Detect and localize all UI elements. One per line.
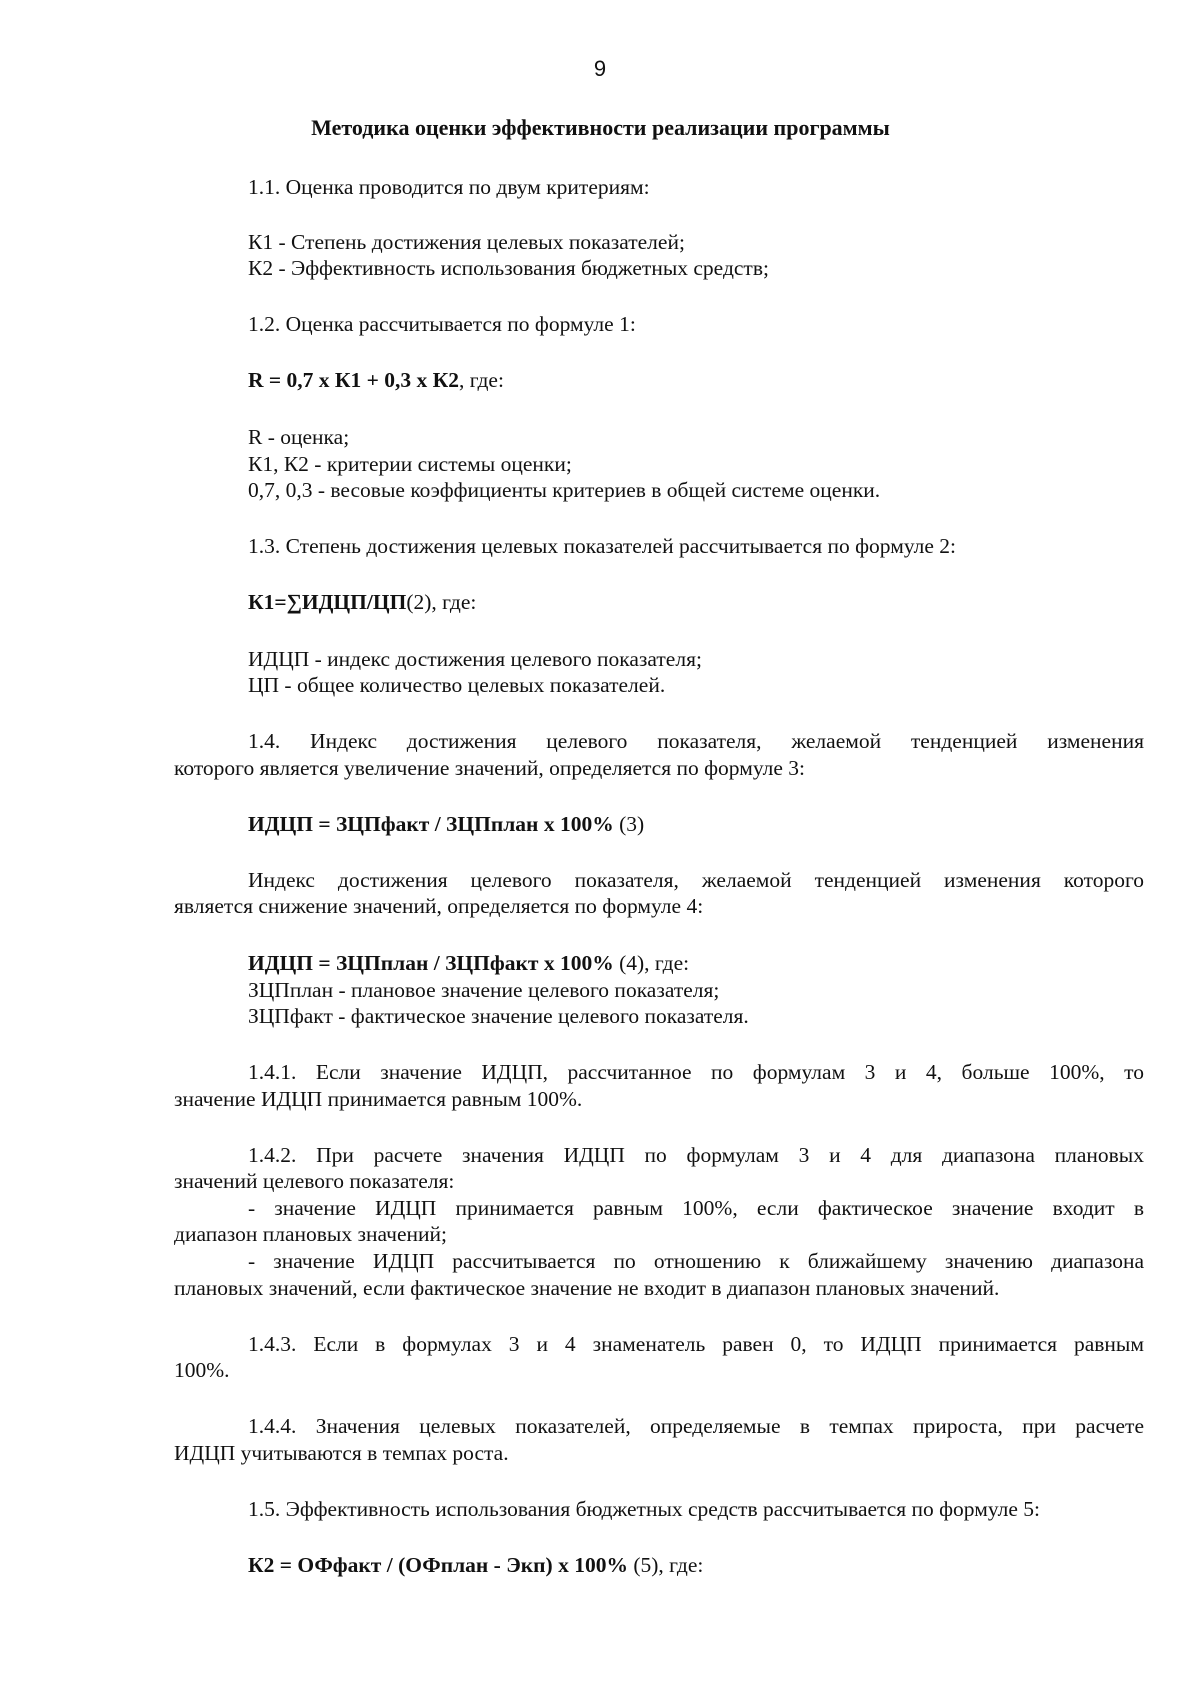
weights-definition: 0,7, 0,3 - весовые коэффициенты критериев в общей системе оценки. <box>248 478 881 502</box>
formula-3-expression: ИДЦП = ЗЦПфакт / ЗЦПплан х 100% <box>248 812 614 836</box>
formula-3 <box>248 811 644 837</box>
bullet-1-line-1: - значение ИДЦП принимается равным 100%, если фактическое значение входит в <box>248 1196 1144 1220</box>
bullet-2-line-2: плановых значений, если фактическое значение не входит в диапазон плановых значений. <box>174 1276 1000 1300</box>
paragraph-decrease-line-1: Индекс достижения целевого показателя, желаемой тенденцией изменения которого <box>248 868 1144 892</box>
criterion-k1-definition: К1 - Степень достижения целевых показателей; <box>248 230 685 254</box>
paragraph-1-4-line-1: 1.4. Индекс достижения целевого показателя, желаемой тенденцией изменения <box>248 729 1144 753</box>
paragraph-decrease-line-2: является снижение значений, определяется по формуле 4: <box>174 894 704 918</box>
paragraph-1-4-line-2: которого является увеличение значений, определяется по формуле 3: <box>174 756 806 780</box>
page-number: 9 <box>593 56 607 81</box>
paragraph-1-4-2-line-2: значений целевого показателя: <box>174 1169 455 1193</box>
formula-3-suffix: (3) <box>613 812 645 836</box>
paragraph-1-4-4-line-1: 1.4.4. Значения целевых показателей, определяемые в темпах прироста, при расчете <box>248 1414 1144 1438</box>
paragraph-1-4-3-line-2: 100%. <box>174 1358 230 1382</box>
paragraph-1-5: 1.5. Эффективность использования бюджетных средств рассчитывается по формуле 5: <box>248 1497 1041 1521</box>
formula-4-expression: ИДЦП = ЗЦПплан / ЗЦПфакт х 100% <box>248 951 614 975</box>
k1-k2-definition: К1, К2 - критерии системы оценки; <box>248 452 572 476</box>
paragraph-1-4-4-line-2: ИДЦП учитываются в темпах роста. <box>174 1441 509 1465</box>
bullet-2-line-1: - значение ИДЦП рассчитывается по отношению к ближайшему значению диапазона <box>248 1249 1144 1273</box>
paragraph-1-4-1-line-2: значение ИДЦП принимается равным 100%. <box>174 1087 583 1111</box>
formula-5-suffix: (5), где: <box>627 1553 704 1577</box>
zcpfakt-definition: ЗЦПфакт - фактическое значение целевого показателя. <box>248 1004 749 1028</box>
zcpplan-definition: ЗЦПплан - плановое значение целевого показателя; <box>248 978 720 1002</box>
paragraph-1-2: 1.2. Оценка рассчитывается по формуле 1: <box>248 312 636 336</box>
paragraph-1-3: 1.3. Степень достижения целевых показателей рассчитывается по формуле 2: <box>248 534 956 558</box>
paragraph-1-4-1-line-1: 1.4.1. Если значение ИДЦП, рассчитанное по формулам 3 и 4, больше 100%, то <box>248 1060 1144 1084</box>
formula-5 <box>248 1552 703 1578</box>
formula-2-suffix: (2), где: <box>406 590 477 614</box>
formula-1 <box>248 367 504 393</box>
paragraph-1-4-3-line-1: 1.4.3. Если в формулах 3 и 4 знаменатель равен 0, то ИДЦП принимается равным <box>248 1332 1144 1356</box>
formula-1-expression: R = 0,7 х К1 + 0,3 х К2 <box>248 368 459 392</box>
formula-2 <box>248 589 476 615</box>
paragraph-1-1: 1.1. Оценка проводится по двум критериям: <box>248 175 650 199</box>
r-definition: R - оценка; <box>248 425 350 449</box>
criterion-k2-definition: К2 - Эффективность использования бюджетных средств; <box>248 256 769 280</box>
cp-definition: ЦП - общее количество целевых показателей. <box>248 673 666 697</box>
formula-1-suffix: , где: <box>458 368 504 392</box>
formula-4 <box>248 950 689 976</box>
paragraph-1-4-2-line-1: 1.4.2. При расчете значения ИДЦП по формулам 3 и 4 для диапазона плановых <box>248 1143 1144 1167</box>
document-title: Методика оценки эффективности реализации программы <box>311 115 890 140</box>
formula-4-suffix: (4), где: <box>613 951 690 975</box>
idcp-definition: ИДЦП - индекс достижения целевого показателя; <box>248 647 702 671</box>
bullet-1-line-2: диапазон плановых значений; <box>174 1222 448 1246</box>
formula-2-expression: К1=∑ИДЦП/ЦП <box>248 590 407 614</box>
formula-5-expression: К2 = ОФфакт / (ОФплан - Экп) х 100% <box>248 1553 628 1577</box>
